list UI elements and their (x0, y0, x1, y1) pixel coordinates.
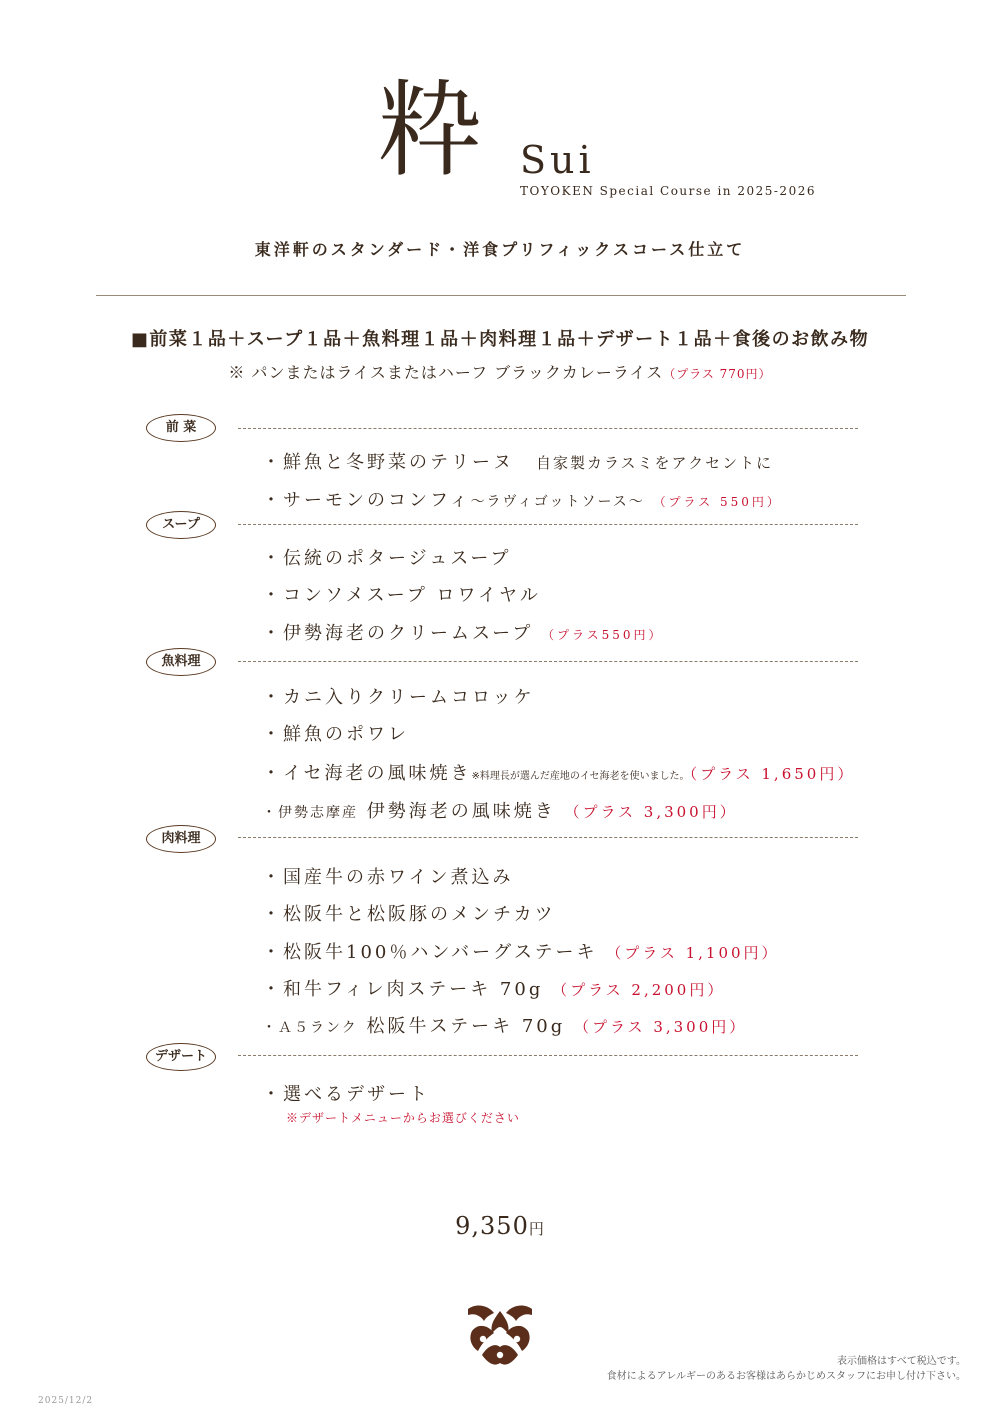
item-prefix: ・伊勢志摩産 (262, 805, 358, 821)
section-divider (238, 837, 858, 838)
menu-item (262, 1012, 747, 1038)
section-label-fish: 魚料理 (146, 648, 216, 676)
price-amount: 9,350 (455, 1212, 529, 1240)
item-name: 伊勢海老の風味焼き (366, 801, 556, 822)
item-name: ・カニ入りクリームコロッケ (262, 687, 535, 708)
item-name: ・伊勢海老のクリームスープ (262, 623, 534, 644)
allergy-note: 食材によるアレルギーのあるお客様はあらかじめスタッフにお申し付け下さい。 (606, 1371, 966, 1382)
item-name: ・選べるデザート (262, 1084, 430, 1105)
menu-item (262, 938, 780, 964)
tagline: 東洋軒のスタンダード・洋食プリフィックスコース仕立て (254, 240, 746, 259)
print-date: 2025/12/2 (38, 1396, 94, 1406)
dessert-note: ※デザートメニューからお選びください (286, 1111, 520, 1125)
price-unit: 円 (528, 1220, 545, 1238)
item-price: （プラス 2,200円） (552, 981, 726, 999)
menu-item (262, 1080, 430, 1106)
menu-item (262, 720, 409, 746)
course-note-price: （プラス 770円） (663, 367, 772, 381)
section-label-appetizer: 前 菜 (146, 414, 216, 442)
item-price: （プラス 1,100円） (606, 944, 780, 962)
section-label-meat: 肉料理 (146, 825, 216, 853)
item-note: ※料理長が選んだ産地のイセ海老を使いました。 (471, 771, 690, 782)
item-price: （プラス 3,300円） (564, 803, 738, 821)
item-price: （プラス 1,650円） (689, 765, 856, 783)
item-name: ・イセ海老の風味焼き (262, 763, 472, 784)
menu-item (262, 797, 738, 823)
item-name: ・松阪牛100％ハンバーグステーキ (262, 942, 598, 963)
menu-item (262, 863, 513, 889)
item-name: ・鮮魚のポワレ (262, 724, 409, 745)
item-name: ・サーモンのコンフィ (262, 490, 471, 511)
item-name: ・和牛フィレ肉ステーキ 70g (262, 979, 544, 1000)
course-note (0, 360, 1000, 383)
course-summary: ■前菜１品＋スープ１品＋魚料理１品＋肉料理１品＋デザート１品＋食後のお飲み物 (130, 329, 870, 350)
section-divider (238, 1055, 858, 1056)
item-accent: 自家製カラスミをアクセントに (536, 454, 774, 472)
brand-kanji: 粋 (378, 69, 483, 191)
course-price (0, 1212, 1000, 1240)
item-name: ・国産牛の赤ワイン煮込み (262, 867, 514, 888)
menu-item (262, 486, 782, 512)
course-note-text: ※ パンまたはライスまたはハーフ ブラックカレーライス (228, 363, 664, 382)
brand-subtitle: TOYOKEN Special Course in 2025-2026 (520, 184, 816, 198)
item-price: （プラス 3,300円） (574, 1018, 748, 1036)
section-label-soup: スープ (146, 511, 216, 539)
menu-item (262, 975, 725, 1001)
menu-item (262, 448, 773, 474)
menu-item (262, 581, 541, 607)
item-name: 松阪牛ステーキ 70g (366, 1016, 566, 1037)
item-name: ・鮮魚と冬野菜のテリーヌ (262, 452, 514, 473)
menu-item (262, 900, 556, 926)
item-name: ・伝統のポタージュスープ (262, 548, 512, 569)
section-divider (238, 661, 858, 662)
item-price: （プラス 550円） (653, 495, 782, 509)
menu-item (262, 759, 855, 785)
section-label-dessert: デザート (146, 1043, 216, 1071)
menu-item (262, 683, 535, 709)
tax-note: 表示価格はすべて税込です。 (837, 1356, 966, 1367)
brand-name: Sui (520, 138, 595, 182)
divider (96, 295, 906, 296)
menu-item (262, 619, 663, 645)
item-name: ・松阪牛と松阪豚のメンチカツ (262, 904, 556, 925)
item-price: （プラス550円） (541, 628, 664, 642)
menu-item (262, 544, 511, 570)
brand-logo-icon (464, 1303, 536, 1369)
item-prefix: ・Ａ５ランク (262, 1020, 358, 1036)
section-divider (238, 524, 858, 525)
item-name: ・コンソメスープ ロワイヤル (262, 585, 541, 606)
item-sub: ～ラヴィゴットソース～ (470, 494, 645, 510)
section-divider (238, 428, 858, 429)
